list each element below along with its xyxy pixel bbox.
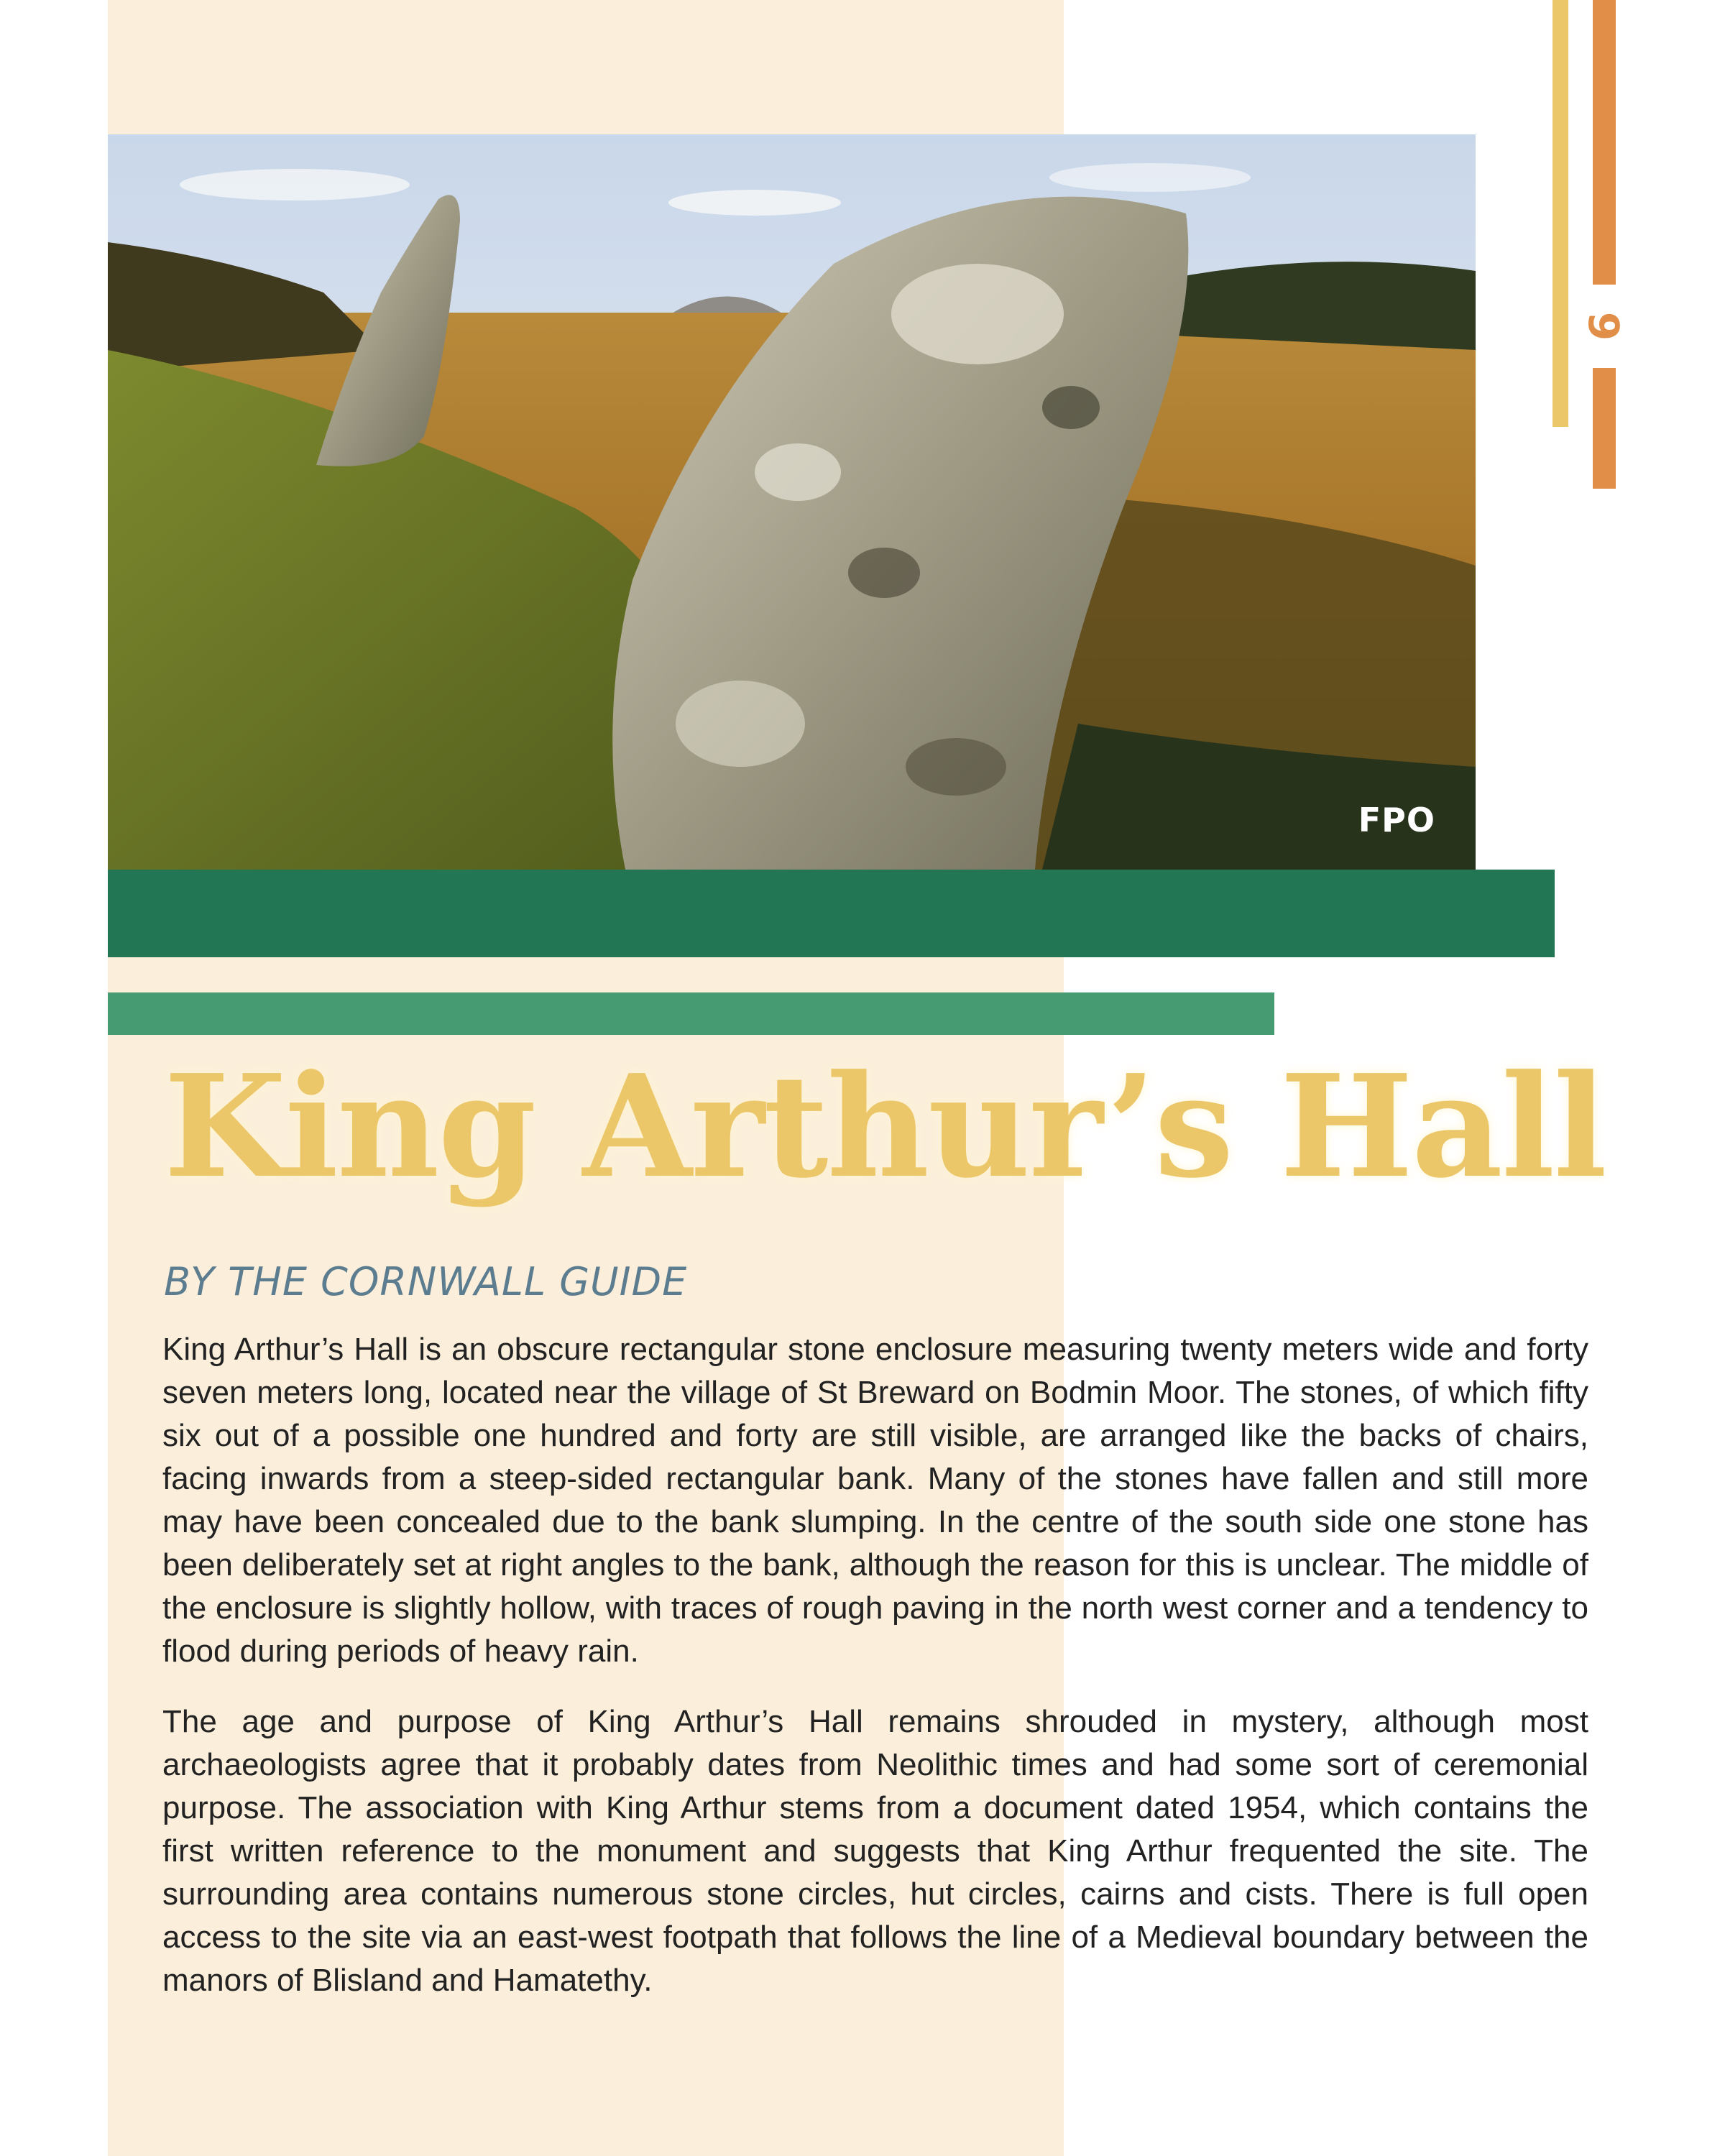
page-number-rail [1552, 0, 1628, 496]
light-green-band [108, 992, 1274, 1035]
article-title: King Arthur’s Hall [164, 1044, 1606, 1210]
page-number: 9 [1579, 311, 1628, 341]
fpo-label: FPO [1358, 801, 1435, 839]
article-byline: BY THE CORNWALL GUIDE [164, 1259, 688, 1304]
article-body [162, 1328, 1588, 2030]
rail-orange-line-top [1593, 0, 1616, 285]
rail-orange-line-bottom [1593, 368, 1616, 489]
dark-green-band [108, 870, 1555, 957]
article-paragraph-2: The age and purpose of King Arthur’s Hall remains shrouded in mystery, although most archaeologists agree that it probably dates from Neolithic times and had some sort of ceremonial purpose. The association with King Arthur stems from a document dated 1954, which contains the first written reference to the monument and suggests that King Arthur frequented the site. The surrounding area contains numerous stone circles, hut circles, cairns and cists. There is full open access to the site via an east-west footpath that follows the line of a Medieval boundary between the manors of Blisland and Hamatethy. [162, 1704, 1588, 1998]
moorland-illustration [108, 134, 1476, 870]
standing-stones-photo [108, 134, 1476, 870]
rail-yellow-line [1552, 0, 1568, 427]
article-paragraph-1: King Arthur’s Hall is an obscure rectangular stone enclosure measuring twenty meters wide and forty seven meters long, located near the village of St Breward on Bodmin Moor. The stones, of which fifty six out of a possible one hundred and forty are still visible, are arranged like the backs of chairs, facing inwards from a steep-sided rectangular bank. Many of the stones have fallen and still more may have been concealed due to the bank slumping. In the centre of the south side one stone has been deliberately set at right angles to the bank, although the reason for this is unclear. The middle of the enclosure is slightly hollow, with traces of rough paving in the north west corner and a tendency to flood during periods of heavy rain. [162, 1332, 1588, 1669]
